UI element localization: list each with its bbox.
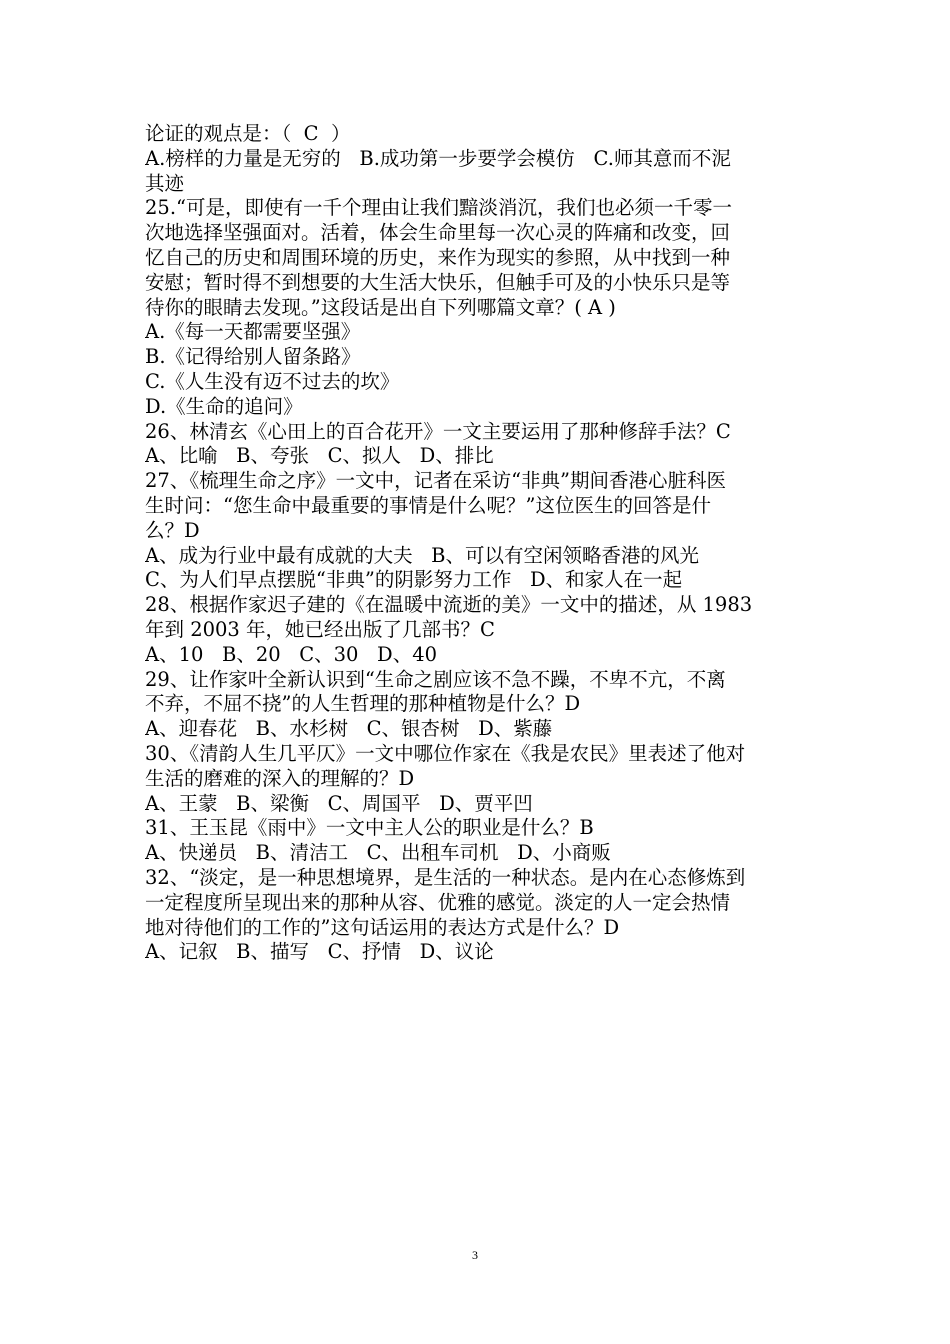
text-line: C、为人们早点摆脱“非典”的阴影努力工作 D、和家人在一起 (145, 568, 683, 592)
text-line: 29、让作家叶全新认识到“生命之剧应该不急不躁，不卑不亢，不离 (145, 667, 726, 691)
text-line: A.《每一天都需要坚强》 (145, 320, 361, 344)
text-line: A、迎春花 B、水杉树 C、银杏树 D、紫藤 (145, 717, 553, 741)
page-number: 3 (472, 1248, 478, 1262)
text-line: 28、根据作家迟子建的《在温暖中流逝的美》一文中的描述，从 1983 (145, 593, 753, 617)
text-line: 论证的观点是：（ C ） (145, 122, 351, 145)
text-line: 生时问：“您生命中最重要的事情是什么呢？”这位医生的回答是什 (145, 493, 711, 517)
text-line: A.榜样的力量是无穷的 B.成功第一步要学会模仿 C.师其意而不泥 (145, 146, 731, 170)
text-line: 地对待他们的工作的”这句话运用的表达方式是什么？D (145, 915, 620, 939)
text-line: 生活的磨难的深入的理解的？D (145, 766, 415, 790)
text-line: C.《人生没有迈不过去的坎》 (145, 369, 400, 393)
text-line: 30、《清韵人生几平仄》一文中哪位作家在《我是农民》里表述了他对 (145, 741, 746, 765)
text-line: 一定程度所呈现出来的那种从容、优雅的感觉。淡定的人一定会热情 (145, 890, 731, 914)
text-line: 其迹 (145, 171, 185, 195)
text-line: 待你的眼睛去发现。”这段话是出自下列哪篇文章？( A ) (145, 295, 616, 319)
text-line: 25.“可是，即使有一千个理由让我们黯淡消沉，我们也必须一千零一 (145, 196, 732, 220)
text-line: 忆自己的历史和周围环境的历史，来作为现实的参照，从中找到一种 (145, 245, 731, 269)
text-line: D.《生命的追问》 (145, 394, 303, 418)
text-line: A、成为行业中最有成就的大夫 B、可以有空闲领略香港的风光 (145, 543, 700, 567)
text-line: 年到 2003 年，她已经出版了几部书？C (145, 617, 495, 641)
text-line: A、比喻 B、夸张 C、拟人 D、排比 (145, 444, 494, 468)
text-line: 么？D (145, 518, 200, 542)
text-line: 32、“淡定，是一种思想境界，是生活的一种状态。是内在心态修炼到 (145, 865, 746, 889)
text-line: 不弃，不屈不挠”的人生哲理的那种植物是什么？D (145, 692, 581, 716)
text-line: 次地选择坚强面对。活着，体会生命里每一次心灵的阵痛和改变，回 (145, 221, 731, 245)
text-line: 27、《梳理生命之序》一文中，记者在采访“非典”期间香港心脏科医 (145, 469, 727, 493)
text-line: 安慰；暂时得不到想要的大生活大快乐，但触手可及的小快乐只是等 (145, 270, 731, 294)
text-line: A、10 B、20 C、30 D、40 (145, 642, 438, 666)
text-line: A、王蒙 B、梁衡 C、周国平 D、贾平凹 (145, 791, 533, 815)
document-body (145, 122, 810, 965)
text-line: B.《记得给别人留条路》 (145, 345, 361, 369)
text-line: A、记叙 B、描写 C、抒情 D、议论 (145, 940, 494, 964)
text-line: 26、林清玄《心田上的百合花开》一文主要运用了那种修辞手法？C (145, 419, 731, 443)
text-line: A、快递员 B、清洁工 C、出租车司机 D、小商贩 (145, 841, 611, 865)
text-line: 31、王玉昆《雨中》一文中主人公的职业是什么？B (145, 816, 594, 840)
